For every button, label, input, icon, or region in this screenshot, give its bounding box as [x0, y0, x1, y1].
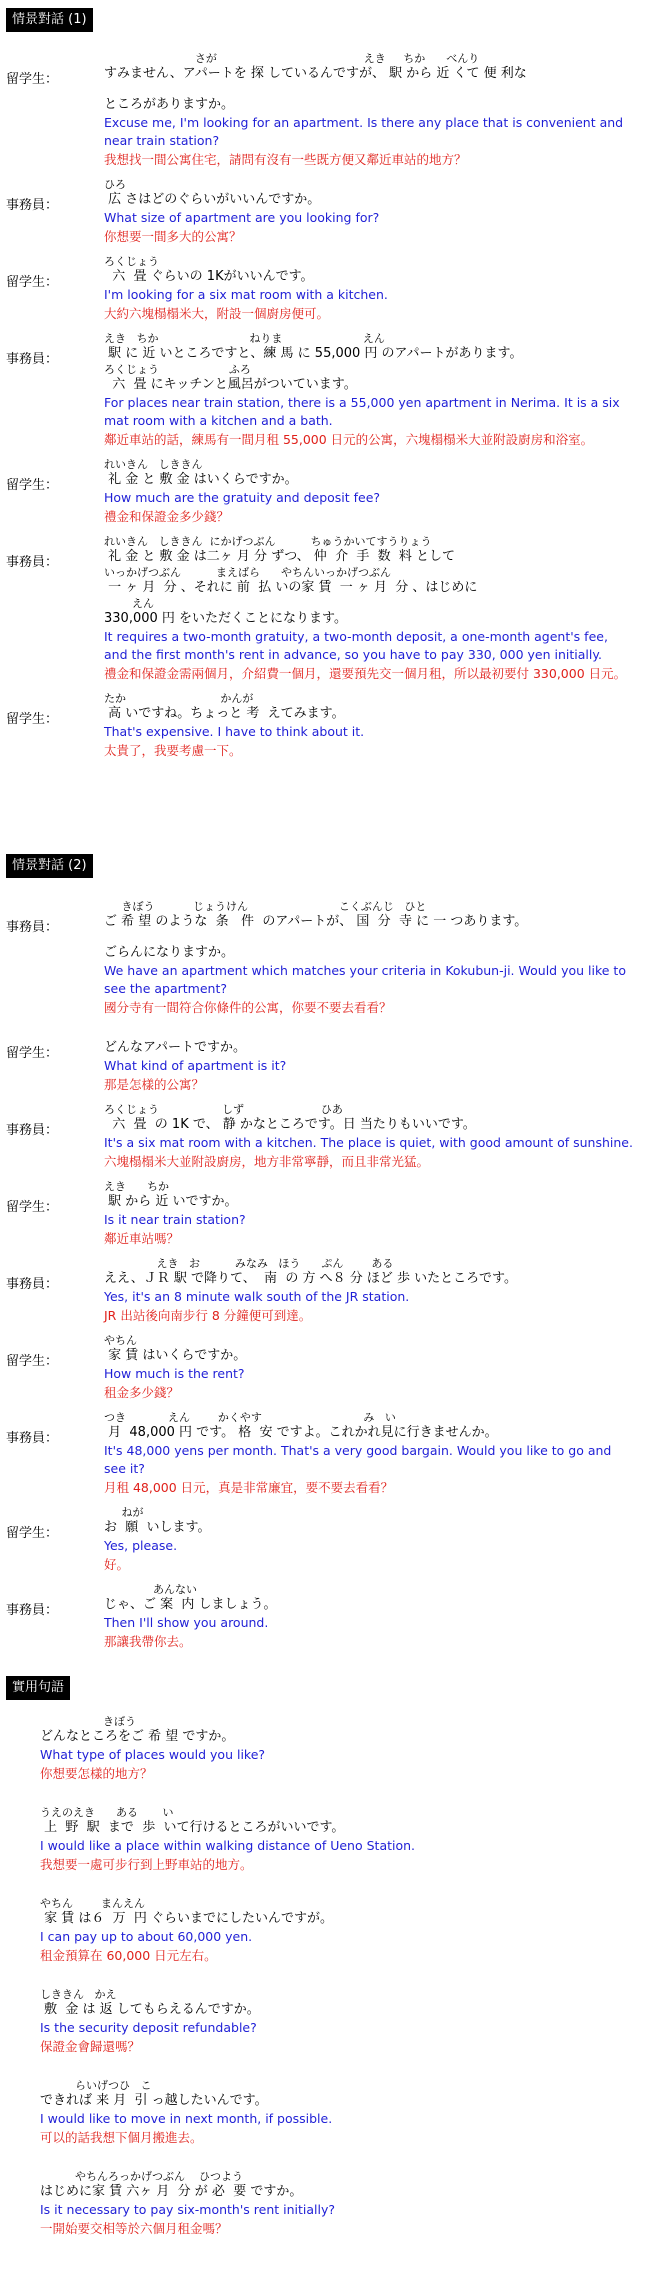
- furigana-line: あんない: [104, 1583, 197, 1596]
- furigana-line: うえのえき ある い: [40, 1806, 174, 1819]
- english-translation: Then I'll show you around.: [104, 1615, 269, 1630]
- japanese-line: 高 いですね。ちょっと 考 えてみます。: [104, 706, 345, 721]
- english-translation: Is it necessary to pay six-month's rent initially?: [40, 2202, 335, 2217]
- japanese-line: じゃ、ご 案 内 しましょう。: [104, 1597, 277, 1612]
- chinese-translation: 保證金會歸還嗎？: [40, 2039, 141, 2054]
- japanese-line: 六 畳 の 1K で、 静 かなところです。日 当たりもいいです。: [104, 1117, 476, 1132]
- chinese-translation: 禮金和保證金需兩個月，介紹費一個月，還要預先交一個月租，所以最初要付 330,000 日元。: [104, 666, 627, 681]
- phrase-item: [40, 1806, 640, 1875]
- japanese-line: すみません、アパートを 探 しているんですが、 駅 から 近 くて 便 利な: [104, 66, 527, 81]
- speaker-label: 事務員：: [6, 352, 59, 367]
- chinese-translation: 可以的話我想下個月搬進去。: [40, 2130, 203, 2145]
- dialog-content: [104, 1180, 634, 1257]
- furigana-line: れいきん しききん: [104, 458, 203, 471]
- dialog-1: [6, 52, 646, 769]
- japanese-line: 家 賃 は６ 万 円 ぐらいまでにしたいんですが。: [40, 1911, 334, 1926]
- english-translation: It requires a two-month gratuity, a two-month deposit, a one-month agent's fee, and the first month's rent in advance, so you have to pay 330, 000 yen initially.: [104, 629, 608, 662]
- japanese-line: ご 希 望 のような 条 件 のアパートが、 国 分 寺 に 一 つあります。: [104, 914, 528, 929]
- furigana-line: いっかげつぶん まえばら やちんいっかげつぶん: [104, 566, 391, 579]
- english-translation: I'm looking for a six mat room with a kitchen.: [104, 287, 388, 302]
- japanese-line: 駅 に 近 いところですと、練 馬 に 55,000 円 のアパートがあります。: [104, 346, 523, 361]
- english-translation: I can pay up to about 60,000 yen.: [40, 1929, 253, 1944]
- chinese-translation: 鄰近車站嗎？: [104, 1231, 180, 1246]
- phrase-item: [40, 1715, 640, 1784]
- speaker-label: 事務員：: [6, 1431, 59, 1446]
- chinese-translation: JR 出站後向南步行 8 分鐘便可到達。: [104, 1308, 312, 1323]
- furigana-line: [104, 1026, 634, 1039]
- japanese-line: 六 畳 ぐらいの 1Kがいいんです。: [104, 269, 314, 284]
- furigana-line: [104, 931, 634, 944]
- chinese-translation: 租金多少錢？: [104, 1385, 180, 1400]
- dialog-content: [104, 692, 634, 769]
- dialog-content: [104, 1411, 634, 1506]
- dialog-content: [104, 1257, 634, 1334]
- english-translation: What type of places would you like?: [40, 1747, 266, 1762]
- dialog-entry: [6, 52, 646, 178]
- phrase-item: [40, 1897, 640, 1966]
- furigana-line: らいげつひ こ: [40, 2079, 152, 2092]
- chinese-translation: 禮金和保證金多少錢？: [104, 509, 230, 524]
- dialog-entry: [6, 535, 646, 692]
- chinese-translation: 那是怎樣的公寓？: [104, 1077, 205, 1092]
- dialog-entry: [6, 1583, 646, 1660]
- section-header-2: 情景對話 (2): [6, 854, 93, 878]
- japanese-line: 月 48,000 円 です。 格 安 ですよ。これかれ見に行きませんか。: [104, 1425, 498, 1440]
- english-translation: That's expensive. I have to think about it.: [104, 724, 365, 739]
- section-header-phrases: 實用句語: [6, 1676, 70, 1700]
- speaker-label: 事務員：: [6, 920, 59, 935]
- speaker-label: 事務員：: [6, 555, 59, 570]
- japanese-line: 上 野 駅 まで 歩 いて行けるところがいいです。: [40, 1820, 345, 1835]
- japanese-line: できれば 来 月 引 っ越したいんです。: [40, 2093, 268, 2108]
- dialog-content: [104, 1506, 634, 1583]
- chinese-translation: 月租 48,000 日元，真是非常廉宜，要不要去看看？: [104, 1480, 394, 1495]
- furigana-line: ねが: [104, 1506, 144, 1519]
- japanese-line: どんなアパートですか。: [104, 1040, 246, 1055]
- speaker-label: 留学生：: [6, 275, 59, 290]
- phrase-item: [40, 2170, 640, 2239]
- dialog-entry: [6, 1411, 646, 1506]
- dialog-entry: [6, 1257, 646, 1334]
- english-translation: Is it near train station?: [104, 1212, 246, 1227]
- furigana-line: ひろ: [104, 178, 126, 191]
- furigana-line: たか かんが: [104, 692, 254, 705]
- dialog-entry: [6, 1103, 646, 1180]
- japanese-line: ええ、ＪＲ 駅 で降りて、 南 の 方 へ８ 分 ほど 歩 いたところです。: [104, 1271, 517, 1286]
- dialog-entry: [6, 692, 646, 769]
- dialog-entry: [6, 332, 646, 458]
- dialog-entry: [6, 255, 646, 332]
- speaker-label: 留学生：: [6, 712, 59, 727]
- dialog-entry: [6, 1180, 646, 1257]
- speaker-label: 事務員：: [6, 1123, 59, 1138]
- chinese-translation: 我想要一處可步行到上野車站的地方。: [40, 1857, 253, 1872]
- phrase-item: [40, 1988, 640, 2057]
- furigana-line: えん: [104, 597, 154, 610]
- english-translation: How much is the rent?: [104, 1366, 245, 1381]
- dialog-content: [104, 1334, 634, 1411]
- speaker-label: 留学生：: [6, 1354, 59, 1369]
- chinese-translation: 租金預算在 60,000 日元左右。: [40, 1948, 217, 1963]
- dialog-entry: [6, 1334, 646, 1411]
- furigana-line: ろくじょう しず ひあ: [104, 1103, 343, 1116]
- dialog-entry: [6, 1506, 646, 1583]
- english-translation: For places near train station, there is a 55,000 yen apartment in Nerima. It is a six mat room with a kitchen and a bath.: [104, 395, 620, 428]
- speaker-label: 留学生：: [6, 72, 59, 87]
- chinese-translation: 大約六塊榻榻米大，附設一個廚房便可。: [104, 306, 330, 321]
- japanese-line: ところがありますか。: [104, 97, 235, 112]
- japanese-line: 330,000 円 をいただくことになります。: [104, 611, 347, 626]
- chinese-translation: 你想要怎樣的地方？: [40, 1766, 153, 1781]
- english-translation: I would like to move in next month, if possible.: [40, 2111, 333, 2126]
- japanese-line: 礼 金 と 敷 金 はいくらですか。: [104, 472, 298, 487]
- dialog-content: [104, 1026, 634, 1103]
- japanese-line: 敷 金 は 返 してもらえるんですか。: [40, 2002, 260, 2017]
- dialog-content: [104, 1103, 634, 1180]
- english-translation: What kind of apartment is it?: [104, 1058, 287, 1073]
- dialog-2: [6, 900, 646, 1660]
- furigana-line: えき お みなみ ほう ぷん ある: [104, 1257, 394, 1270]
- section-header-1: 情景對話 (1): [6, 8, 93, 32]
- chinese-translation: 鄰近車站的話，練馬有一間月租 55,000 日元的公寓，六塊榻榻米大並附設廚房和浴室。: [104, 432, 594, 447]
- dialog-entry: [6, 458, 646, 535]
- furigana-line: きぼう: [40, 1715, 136, 1728]
- furigana-line: れいきん しききん にかげつぶん ちゅうかいてすうりょう: [104, 535, 432, 548]
- english-translation: Yes, it's an 8 minute walk south of the JR station.: [104, 1289, 410, 1304]
- japanese-line: 礼 金 と 敷 金 は二ヶ 月 分 ずつ、 仲 介 手 数 料 として: [104, 549, 455, 564]
- english-translation: What size of apartment are you looking for?: [104, 210, 380, 225]
- useful-phrases: [40, 1715, 640, 2261]
- dialog-entry: [6, 1026, 646, 1103]
- dialog-content: [104, 900, 634, 1026]
- dialog-content: [104, 458, 634, 535]
- chinese-translation: 一開始要交相等於六個月租金嗎？: [40, 2221, 228, 2236]
- japanese-line: はじめに家 賃 六ヶ 月 分 が 必 要 ですか。: [40, 2184, 303, 2199]
- dialog-content: [104, 255, 634, 332]
- furigana-line: えき ちか: [104, 1180, 169, 1193]
- dialog-content: [104, 535, 634, 692]
- furigana-line: ろくじょう: [104, 255, 159, 268]
- chinese-translation: 你想要一間多大的公寓？: [104, 229, 242, 244]
- dialog-content: [104, 52, 634, 178]
- chinese-translation: 國分寺有一間符合你條件的公寓，你要不要去看看？: [104, 1000, 392, 1015]
- furigana-line: さが えき ちか べんり: [104, 52, 480, 65]
- chinese-translation: 那讓我帶你去。: [104, 1634, 192, 1649]
- japanese-line: 広 さはどのぐらいがいいんですか。: [104, 192, 321, 207]
- chinese-translation: 我想找一間公寓住宅，請問有沒有一些既方便又鄰近車站的地方？: [104, 152, 467, 167]
- japanese-line: 一 ヶ 月 分 、それに 前 払 いの家 賃 一 ヶ 月 分 、はじめに: [104, 580, 478, 595]
- japanese-line: お 願 いします。: [104, 1520, 211, 1535]
- english-translation: I would like a place within walking distance of Ueno Station.: [40, 1838, 416, 1853]
- furigana-line: やちん: [104, 1334, 137, 1347]
- furigana-line: [104, 83, 634, 96]
- chinese-translation: 六塊榻榻米大並附設廚房，地方非常寧靜，而且非常光猛。: [104, 1154, 430, 1169]
- japanese-line: ごらんになりますか。: [104, 945, 235, 960]
- dialog-entry: [6, 900, 646, 1026]
- furigana-line: きぼう じょうけん こくぶんじ ひと: [104, 900, 427, 913]
- speaker-label: 留学生：: [6, 1046, 59, 1061]
- phrase-item: [40, 2079, 640, 2148]
- chinese-translation: 太貴了，我要考慮一下。: [104, 743, 242, 758]
- furigana-line: ろくじょう ふろ: [104, 363, 251, 376]
- dialog-content: [104, 1583, 634, 1660]
- japanese-line: 六 畳 にキッチンと風呂がついています。: [104, 377, 357, 392]
- japanese-line: 駅 から 近 いですか。: [104, 1194, 238, 1209]
- dialog-content: [104, 178, 634, 255]
- speaker-label: 留学生：: [6, 1200, 59, 1215]
- english-translation: It's 48,000 yens per month. That's a very good bargain. Would you like to go and see it?: [104, 1443, 612, 1476]
- chinese-translation: 好。: [104, 1557, 130, 1572]
- furigana-line: やちんろっかげつぶん ひつよう: [40, 2170, 243, 2183]
- speaker-label: 事務員：: [6, 1277, 59, 1292]
- speaker-label: 留学生：: [6, 478, 59, 493]
- furigana-line: しききん かえ: [40, 1988, 117, 2001]
- english-translation: Excuse me, I'm looking for an apartment. Is there any place that is convenient and near train station?: [104, 115, 624, 148]
- speaker-label: 事務員：: [6, 198, 59, 213]
- furigana-line: やちん まんえん: [40, 1897, 145, 1910]
- speaker-label: 留学生：: [6, 1526, 59, 1541]
- furigana-line: つき えん かくやす み い: [104, 1411, 396, 1424]
- furigana-line: えき ちか ねりま えん: [104, 332, 385, 345]
- english-translation: How much are the gratuity and deposit fee?: [104, 490, 381, 505]
- japanese-line: どんなところをご 希 望 ですか。: [40, 1729, 235, 1744]
- english-translation: It's a six mat room with a kitchen. The place is quiet, with good amount of sunshine.: [104, 1135, 633, 1150]
- japanese-line: 家 賃 はいくらですか。: [104, 1348, 247, 1363]
- dialog-content: [104, 332, 634, 458]
- dialog-entry: [6, 178, 646, 255]
- english-translation: Is the security deposit refundable?: [40, 2020, 257, 2035]
- speaker-label: 事務員：: [6, 1603, 59, 1618]
- english-translation: Yes, please.: [104, 1538, 178, 1553]
- english-translation: We have an apartment which matches your criteria in Kokubun-ji. Would you like to see the apartment?: [104, 963, 626, 996]
